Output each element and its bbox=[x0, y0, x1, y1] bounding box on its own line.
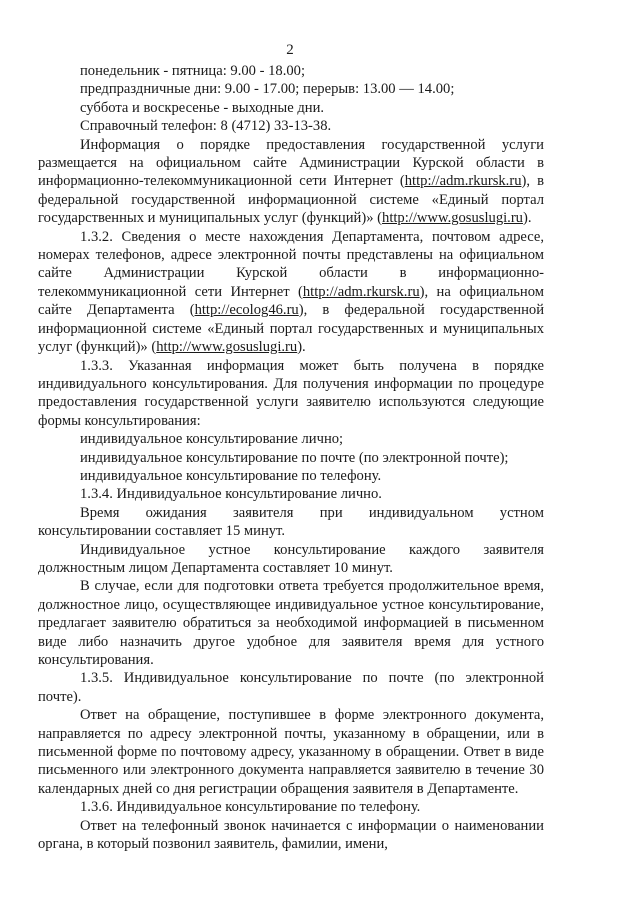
gosuslugi-link[interactable]: http://www.gosuslugi.ru bbox=[382, 210, 523, 227]
consult-form-mail: индивидуальное консультирование по почте (по электронной почте); bbox=[80, 449, 509, 466]
s132-text-2: ), на официальном сайте Департамента ( bbox=[38, 283, 544, 319]
schedule-weekend: суббота и воскресенье - выходные дни. bbox=[80, 99, 325, 116]
phone-answer-paragraph: Ответ на телефонный звонок начинается с информации о наименовании органа, в который позвонил заявитель, фамилии, имени, bbox=[38, 817, 544, 853]
section-1-3-4: 1.3.4. Индивидуальное консультирование лично. bbox=[80, 486, 382, 503]
schedule-weekdays: понедельник - пятница: 9.00 - 18.00; bbox=[80, 63, 306, 79]
schedule-preholidays: предпраздничные дни: 9.00 - 17.00; перерыв: 13.00 — 14.00; bbox=[80, 81, 455, 98]
info-text-1: Информация о порядке предоставления государственной услуги размещается на официальном сайте Администрации Курской области в информационно-телекоммуникационной сети Интернет ( bbox=[38, 136, 544, 190]
info-text-3: ). bbox=[522, 210, 532, 227]
page-number: 2 bbox=[286, 42, 294, 58]
wait-time-paragraph: Время ожидания заявителя при индивидуальном устном консультировании составляет 15 минут. bbox=[38, 504, 544, 540]
reference-phone: Справочный телефон: 8 (4712) 33-13-38. bbox=[80, 118, 332, 135]
consult-form-phone: индивидуальное консультирование по телефону. bbox=[80, 467, 382, 484]
adm-rkursk-link[interactable]: http://adm.rkursk.ru bbox=[404, 173, 522, 190]
gosuslugi-link-2[interactable]: http://www.gosuslugi.ru bbox=[156, 339, 298, 356]
adm-rkursk-link-2[interactable]: http://adm.rkursk.ru bbox=[302, 283, 420, 300]
section-1-3-6: 1.3.6. Индивидуальное консультирование по телефону. bbox=[80, 799, 421, 816]
section-1-3-5: 1.3.5. Индивидуальное консультирование по почте (по электронной почте). bbox=[38, 670, 544, 705]
reply-paragraph: Ответ на обращение, поступившее в форме электронного документа, направляется по адресу электронной почты, указанному в обращении, или в письменной форме по почтовому адресу, указанному в обращении. Ответ в виде письменного или электронного документа направляется заявителю в течение 30 календарных дней со дня регистрации обращения заявителя в Департаменте. bbox=[38, 707, 544, 797]
s132-text-4: ). bbox=[297, 339, 306, 356]
ecolog46-link[interactable]: http://ecolog46.ru bbox=[194, 302, 299, 319]
document-body bbox=[38, 62, 544, 853]
info-text-2: ), в федеральной государственной информационной системе «Единый портал государственных и муниципальных услуг (функций)» ( bbox=[38, 173, 544, 227]
long-answer-paragraph: В случае, если для подготовки ответа требуется продолжительное время, должностное лицо, осуществляющее индивидуальное устное консультирование, предлагает заявителю обратиться за необходимой информацией в письменном виде либо назначить другое удобное для заявителя время для устного консультирования. bbox=[38, 578, 544, 668]
consult-form-in-person: индивидуальное консультирование лично; bbox=[80, 431, 344, 448]
s132-text-1: 1.3.2. Сведения о месте нахождения Департамента, почтовом адресе, номерах телефонов, адресе электронной почты представлены на официальном сайте Администрации Курской области в информационно-телекоммуникационной сети Интернет ( bbox=[38, 228, 544, 300]
consult-time-paragraph: Индивидуальное устное консультирование каждого заявителя должностным лицом Департамента составляет 10 минут. bbox=[38, 541, 544, 576]
section-1-3-2 bbox=[38, 228, 544, 357]
section-1-3-3: 1.3.3. Указанная информация может быть получена в порядке индивидуального консультирования. Для получения информации по процедуре предоставления государственной услуги заявителю используются следующие формы консультирования: bbox=[38, 357, 544, 429]
info-paragraph bbox=[38, 136, 544, 228]
s132-text-3: ), в федеральной государственной информационной системе «Единый портал государственных и муниципальных услуг (функций)» ( bbox=[38, 302, 544, 356]
